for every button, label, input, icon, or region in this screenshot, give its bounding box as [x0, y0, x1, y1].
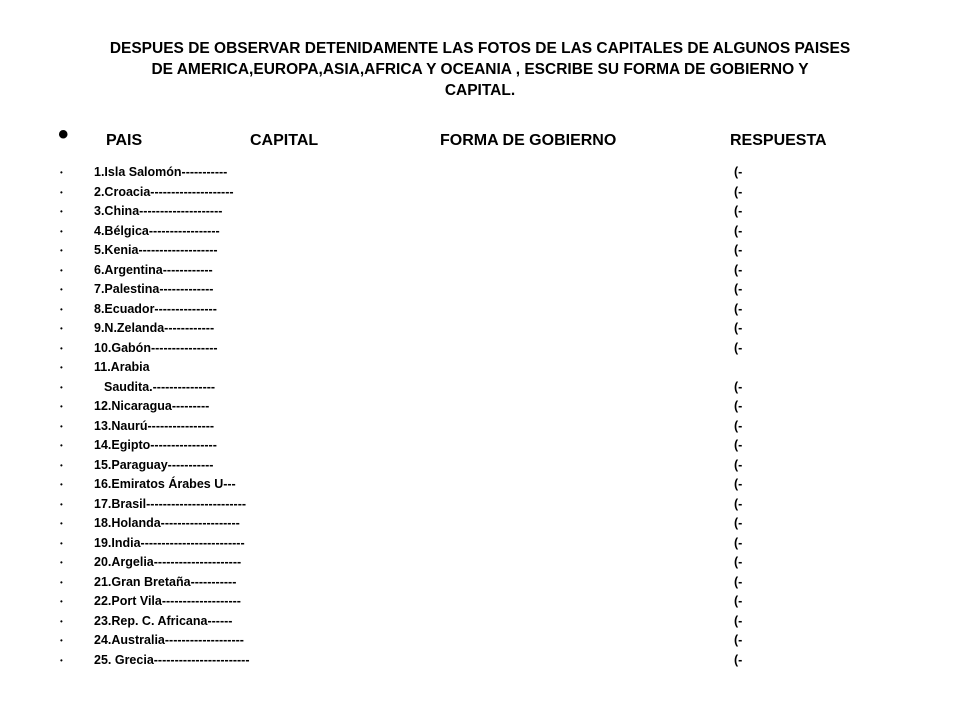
answer-blank: (-	[734, 243, 743, 257]
country-entry: 11.Arabia	[94, 360, 150, 374]
answer-blank: (-	[734, 399, 743, 413]
list-item	[0, 163, 960, 183]
bullet-icon: •	[60, 538, 63, 548]
bullet-icon: •	[60, 597, 63, 606]
title-line-2: DE AMERICA,EUROPA,ASIA,AFRICA Y OCEANIA , ESCRIBE SU FORMA DE GOBIERNO Y	[151, 61, 809, 78]
list-item	[0, 475, 960, 495]
country-entry: 23.Rep. C. Africana------	[94, 613, 233, 628]
country-entry: 19.India-------------------------	[94, 535, 245, 550]
header-respuesta: RESPUESTA	[730, 132, 827, 149]
title-line-1: DESPUES DE OBSERVAR DETENIDAMENTE LAS FOTOS DE LAS CAPITALES DE ALGUNOS PAISES	[109, 40, 851, 57]
country-entry: 4.Bélgica-----------------	[94, 223, 220, 238]
answer-blank: (-	[734, 262, 743, 277]
country-entry: 7.Palestina-------------	[94, 282, 214, 296]
header-capital: CAPITAL	[250, 132, 319, 149]
country-entry: 16.Emiratos Árabes U---	[94, 477, 236, 491]
answer-blank: (-	[734, 496, 743, 511]
country-entry: 3.China--------------------	[94, 204, 223, 218]
bullet-icon: •	[60, 519, 63, 528]
country-entry: 20.Argelia---------------------	[94, 555, 242, 569]
country-entry: 21.Gran Bretaña-----------	[94, 574, 237, 589]
country-entry: 24.Australia-------------------	[94, 633, 244, 647]
bullet-icon: •	[60, 226, 63, 236]
answer-blank: (-	[734, 301, 743, 316]
country-entry: 12.Nicaragua---------	[94, 399, 210, 413]
answer-blank: (-	[734, 204, 743, 218]
list-item	[0, 553, 960, 573]
bullet-icon: •	[60, 577, 63, 587]
bullet-icon: •	[60, 343, 63, 353]
country-entry: 15.Paraguay-----------	[94, 457, 214, 472]
list-item	[0, 319, 960, 339]
answer-blank: (-	[734, 184, 743, 199]
bullet-icon: •	[60, 246, 63, 255]
country-entry: 14.Egipto----------------	[94, 438, 217, 452]
list-item	[0, 592, 960, 612]
list-item	[0, 358, 960, 378]
answer-blank: (-	[734, 613, 743, 628]
answer-blank: (-	[734, 457, 743, 472]
bullet-icon: •	[60, 616, 63, 626]
answer-blank: (-	[734, 165, 743, 179]
country-list	[0, 163, 960, 670]
country-entry: 2.Croacia--------------------	[94, 184, 234, 199]
header-pais: PAIS	[106, 132, 143, 149]
list-item	[0, 183, 960, 203]
bullet-icon: •	[60, 285, 63, 294]
bullet-icon: •	[60, 480, 63, 489]
bullet-icon: •	[60, 363, 63, 372]
list-item	[0, 495, 960, 515]
bullet-icon: •	[60, 441, 63, 450]
list-item	[0, 300, 960, 320]
bullet-icon: •	[60, 304, 63, 314]
page-title	[40, 38, 920, 101]
list-item	[0, 436, 960, 456]
list-item	[0, 573, 960, 593]
bullet-icon: •	[60, 207, 63, 216]
header-forma-de-gobierno: FORMA DE GOBIERNO	[440, 132, 617, 149]
title-line-3: CAPITAL.	[444, 82, 516, 99]
bullet-icon: •	[60, 265, 63, 275]
list-item	[0, 202, 960, 222]
answer-blank: (-	[734, 652, 743, 667]
answer-blank: (-	[734, 633, 743, 647]
bullet-icon: •	[60, 402, 63, 411]
answer-blank: (-	[734, 516, 743, 530]
answer-blank: (-	[734, 438, 743, 452]
bullet-icon: •	[60, 382, 63, 392]
list-item	[0, 417, 960, 437]
country-entry: 22.Port Vila-------------------	[94, 594, 241, 608]
answer-blank: (-	[734, 223, 743, 238]
answer-blank: (-	[734, 535, 743, 550]
country-entry: 5.Kenia-------------------	[94, 243, 218, 257]
country-entry: 8.Ecuador---------------	[94, 301, 217, 316]
answer-blank: (-	[734, 477, 743, 491]
country-entry: 18.Holanda-------------------	[94, 516, 240, 530]
bullet-icon: •	[60, 558, 63, 567]
answer-blank: (-	[734, 555, 743, 569]
country-entry: 10.Gabón----------------	[94, 340, 218, 355]
country-entry: Saudita.---------------	[104, 379, 216, 394]
answer-blank: (-	[734, 379, 743, 394]
list-item	[0, 397, 960, 417]
bullet-icon: •	[60, 460, 63, 470]
list-item	[0, 534, 960, 554]
bullet-icon: •	[60, 187, 63, 197]
list-item	[0, 651, 960, 671]
country-entry: 1.Isla Salomón-----------	[94, 165, 228, 179]
bullet-icon: •	[60, 499, 63, 509]
answer-blank: (-	[734, 574, 743, 589]
bullet-icon: •	[60, 636, 63, 645]
bullet-icon: •	[60, 168, 63, 177]
header-bullet: •	[58, 118, 69, 151]
country-entry: 9.N.Zelanda------------	[94, 321, 215, 335]
country-entry: 25. Grecia-----------------------	[94, 652, 250, 667]
bullet-icon: •	[60, 324, 63, 333]
country-entry: 13.Naurú----------------	[94, 418, 215, 433]
list-item	[0, 612, 960, 632]
list-item	[0, 222, 960, 242]
answer-blank: (-	[734, 321, 743, 335]
country-entry: 17.Brasil------------------------	[94, 496, 247, 511]
list-item	[0, 280, 960, 300]
bullet-icon: •	[60, 655, 63, 665]
country-entry: 6.Argentina------------	[94, 262, 213, 277]
list-item	[0, 339, 960, 359]
answer-blank: (-	[734, 282, 743, 296]
bullet-icon: •	[60, 421, 63, 431]
answer-blank: (-	[734, 594, 743, 608]
answer-blank: (-	[734, 340, 743, 355]
list-item	[0, 631, 960, 651]
list-item	[0, 378, 960, 398]
list-item	[0, 456, 960, 476]
table-header	[58, 118, 918, 156]
list-item	[0, 241, 960, 261]
list-item	[0, 514, 960, 534]
list-item	[0, 261, 960, 281]
answer-blank: (-	[734, 418, 743, 433]
